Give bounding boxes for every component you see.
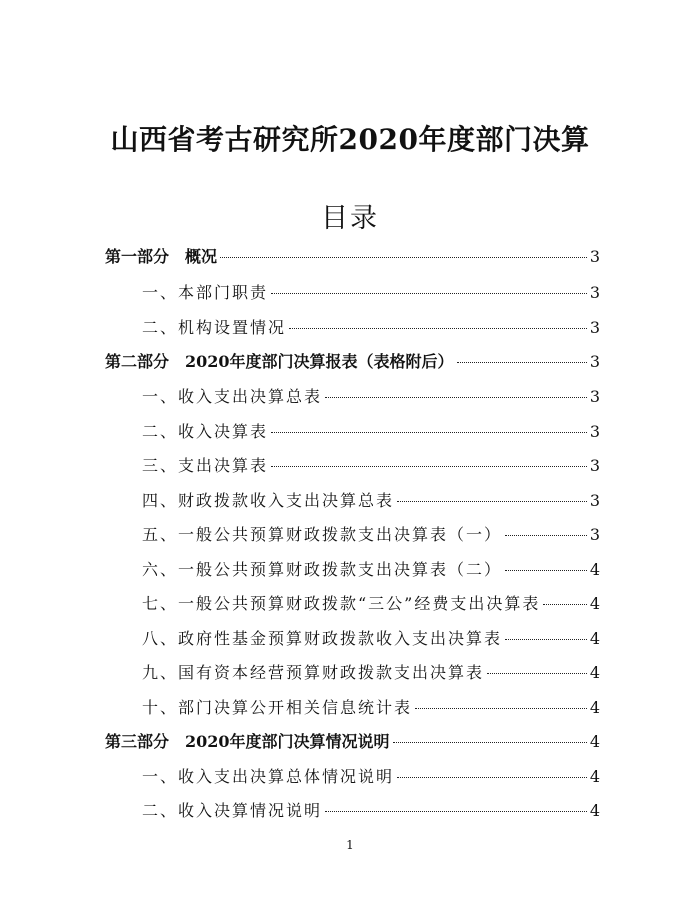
toc-entry-text: 一、收入支出决算总体情况说明 <box>142 767 395 786</box>
toc-page-number: 4 <box>589 732 600 751</box>
toc-entry-text: 五、一般公共预算财政拨款支出决算表（一） <box>142 525 503 544</box>
toc-page-number: 4 <box>589 560 600 579</box>
toc-dot-leader <box>505 570 587 571</box>
toc-page-number: 4 <box>589 629 600 648</box>
toc-entry-text: 三、支出决算表 <box>142 456 269 475</box>
toc-entry[interactable] <box>142 384 600 414</box>
toc-dot-leader <box>271 432 587 433</box>
toc-entry[interactable] <box>105 729 600 759</box>
toc-dot-leader <box>397 777 587 778</box>
toc-entry-text: 第一部分 概况 <box>105 247 218 266</box>
toc-page-number: 3 <box>589 491 600 510</box>
toc-entry[interactable] <box>142 453 600 483</box>
toc-dot-leader <box>271 293 587 294</box>
toc-entry-text: 第三部分 2020年度部门决算情况说明 <box>105 732 390 751</box>
toc-entry-text: 九、国有资本经营预算财政拨款支出决算表 <box>142 663 485 682</box>
toc-page-number: 3 <box>589 525 600 544</box>
toc-entry[interactable] <box>142 280 600 310</box>
toc-dot-leader <box>325 397 587 398</box>
toc-entry-text: 一、本部门职责 <box>142 283 269 302</box>
document-title: 山西省考古研究所2020年度部门决算 <box>110 123 590 156</box>
toc-dot-leader <box>393 742 587 743</box>
toc-dot-leader <box>505 639 587 640</box>
toc-entry[interactable] <box>105 244 600 274</box>
toc-entry[interactable] <box>142 764 600 794</box>
toc-entry[interactable] <box>142 695 600 725</box>
toc-page-number: 3 <box>589 422 600 441</box>
toc-entry-text: 第二部分 2020年度部门决算报表（表格附后） <box>105 352 454 371</box>
toc-dot-leader <box>415 708 587 709</box>
toc-entry[interactable] <box>142 591 600 621</box>
toc-page-number: 3 <box>589 318 600 337</box>
toc-dot-leader <box>289 328 587 329</box>
toc-entry-text: 十、部门决算公开相关信息统计表 <box>142 698 413 717</box>
toc-entry[interactable] <box>105 349 600 379</box>
toc-page-number: 3 <box>589 387 600 406</box>
toc-entry-text: 二、收入决算表 <box>142 422 269 441</box>
toc-dot-leader <box>325 811 587 812</box>
toc-entry-text: 八、政府性基金预算财政拨款收入支出决算表 <box>142 629 503 648</box>
toc-entry-text: 二、机构设置情况 <box>142 318 287 337</box>
toc-dot-leader <box>505 535 587 536</box>
toc-page-number: 4 <box>589 801 600 820</box>
toc-dot-leader <box>457 362 587 363</box>
toc-entry-text: 一、收入支出决算总表 <box>142 387 323 406</box>
toc-entry-text: 六、一般公共预算财政拨款支出决算表（二） <box>142 560 503 579</box>
toc-entry-text: 二、收入决算情况说明 <box>142 801 323 820</box>
toc-dot-leader <box>397 501 587 502</box>
toc-dot-leader <box>487 673 587 674</box>
toc-dot-leader <box>271 466 587 467</box>
toc-entry[interactable] <box>142 557 600 587</box>
toc-entry[interactable] <box>142 419 600 449</box>
toc-entry[interactable] <box>142 626 600 656</box>
toc-entry[interactable] <box>142 315 600 345</box>
toc-entry-text: 七、一般公共预算财政拨款“三公”经费支出决算表 <box>142 594 541 613</box>
toc-entry[interactable] <box>142 488 600 518</box>
toc-entry[interactable] <box>142 798 600 828</box>
toc-entry[interactable] <box>142 660 600 690</box>
toc-dot-leader <box>543 604 586 605</box>
toc-page-number: 4 <box>589 663 600 682</box>
toc-heading: 目录 <box>321 203 379 234</box>
toc-page-number: 4 <box>589 698 600 717</box>
toc-page-number: 3 <box>589 352 600 371</box>
toc-entry-text: 四、财政拨款收入支出决算总表 <box>142 491 395 510</box>
toc-page-number: 4 <box>589 594 600 613</box>
page-number: 1 <box>346 838 354 852</box>
toc-page-number: 4 <box>589 767 600 786</box>
toc-page-number: 3 <box>589 283 600 302</box>
toc-entry[interactable] <box>142 522 600 552</box>
toc-page-number: 3 <box>589 456 600 475</box>
toc-dot-leader <box>220 257 587 258</box>
toc-page-number: 3 <box>589 247 600 266</box>
